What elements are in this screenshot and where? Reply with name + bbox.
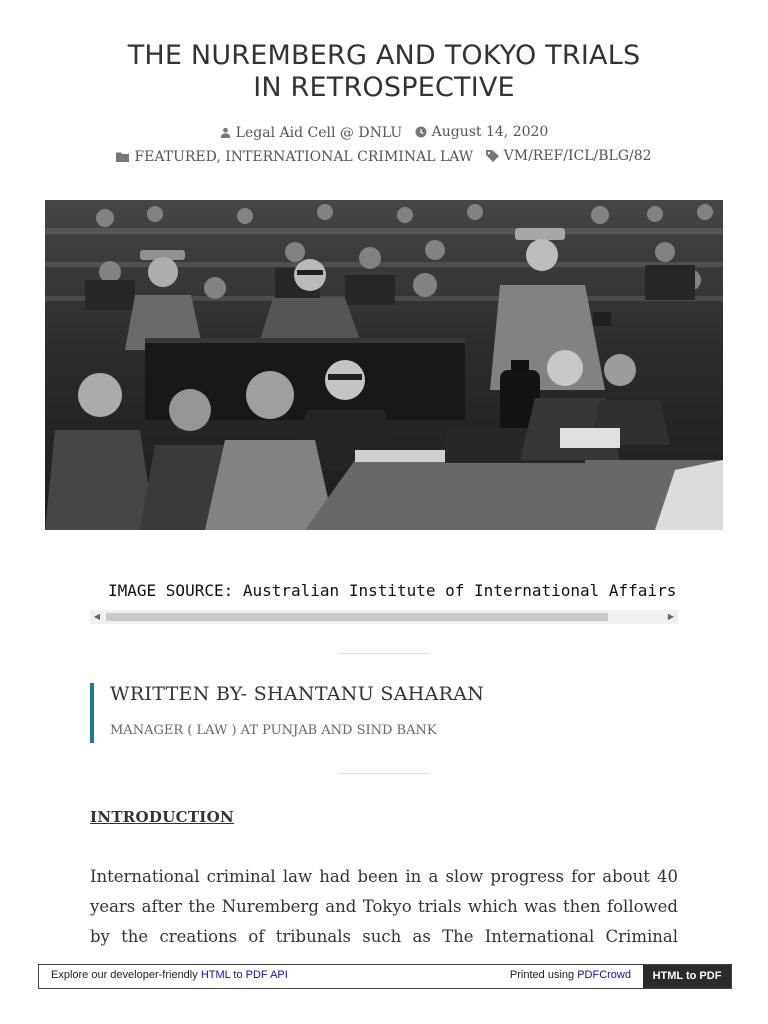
post-meta-secondary bbox=[0, 148, 768, 166]
footer-explore-text: Explore our developer-friendly bbox=[51, 969, 198, 981]
date-link[interactable] bbox=[415, 124, 549, 140]
para-line: by the creations of tribunals such as The International Criminal bbox=[90, 927, 678, 946]
section-heading: INTRODUCTION bbox=[90, 808, 235, 826]
tags: VM/REF/ICL/BLG/82 bbox=[503, 148, 652, 164]
folder-icon bbox=[116, 151, 129, 162]
footer-printed-text: Printed using bbox=[509, 969, 575, 981]
author-quote-block bbox=[90, 683, 654, 743]
pdf-footer-bar bbox=[38, 964, 732, 989]
written-by: WRITTEN BY- SHANTANU SAHARAN bbox=[110, 683, 485, 705]
tag-link[interactable] bbox=[486, 148, 652, 164]
divider bbox=[338, 773, 430, 774]
person-icon bbox=[220, 127, 231, 138]
divider bbox=[338, 653, 430, 654]
post-meta-primary bbox=[0, 124, 768, 142]
footer-printed bbox=[510, 969, 631, 981]
author-role: MANAGER ( LAW ) AT PUNJAB AND SIND BANK bbox=[110, 723, 437, 738]
pdfcrowd-link[interactable]: PDFCrowd bbox=[577, 969, 631, 981]
author-name: Legal Aid Cell @ DNLU bbox=[235, 124, 403, 141]
image-caption: IMAGE SOURCE: Australian Institute of International Affairs bbox=[108, 581, 677, 600]
page-title bbox=[0, 40, 768, 104]
para-line: International criminal law had been in a slow progress for about 40 bbox=[90, 867, 678, 886]
title-line-2: IN RETROSPECTIVE bbox=[253, 72, 515, 103]
post-date: August 14, 2020 bbox=[431, 124, 549, 140]
scroll-left-arrow-icon[interactable]: ◀ bbox=[93, 612, 101, 621]
title-line-1: THE NUREMBERG AND TOKYO TRIALS bbox=[127, 40, 641, 71]
scrollbar-thumb[interactable] bbox=[106, 613, 608, 621]
body-paragraph bbox=[90, 862, 678, 952]
trial-photo bbox=[45, 200, 723, 530]
para-line: years after the Nuremberg and Tokyo trials which was then followed bbox=[90, 897, 678, 916]
categories: FEATURED, INTERNATIONAL CRIMINAL LAW bbox=[134, 148, 474, 165]
html-to-pdf-button[interactable]: HTML to PDF bbox=[643, 965, 731, 988]
footer-explore bbox=[51, 969, 288, 981]
scroll-right-arrow-icon[interactable]: ▶ bbox=[667, 612, 675, 621]
horizontal-scrollbar[interactable] bbox=[90, 610, 678, 624]
author-link[interactable] bbox=[220, 125, 402, 141]
tag-icon bbox=[486, 150, 499, 162]
clock-icon bbox=[415, 126, 427, 138]
featured-image bbox=[45, 200, 723, 530]
category-links[interactable] bbox=[116, 149, 473, 165]
html-to-pdf-api-link[interactable]: HTML to PDF API bbox=[200, 969, 288, 981]
